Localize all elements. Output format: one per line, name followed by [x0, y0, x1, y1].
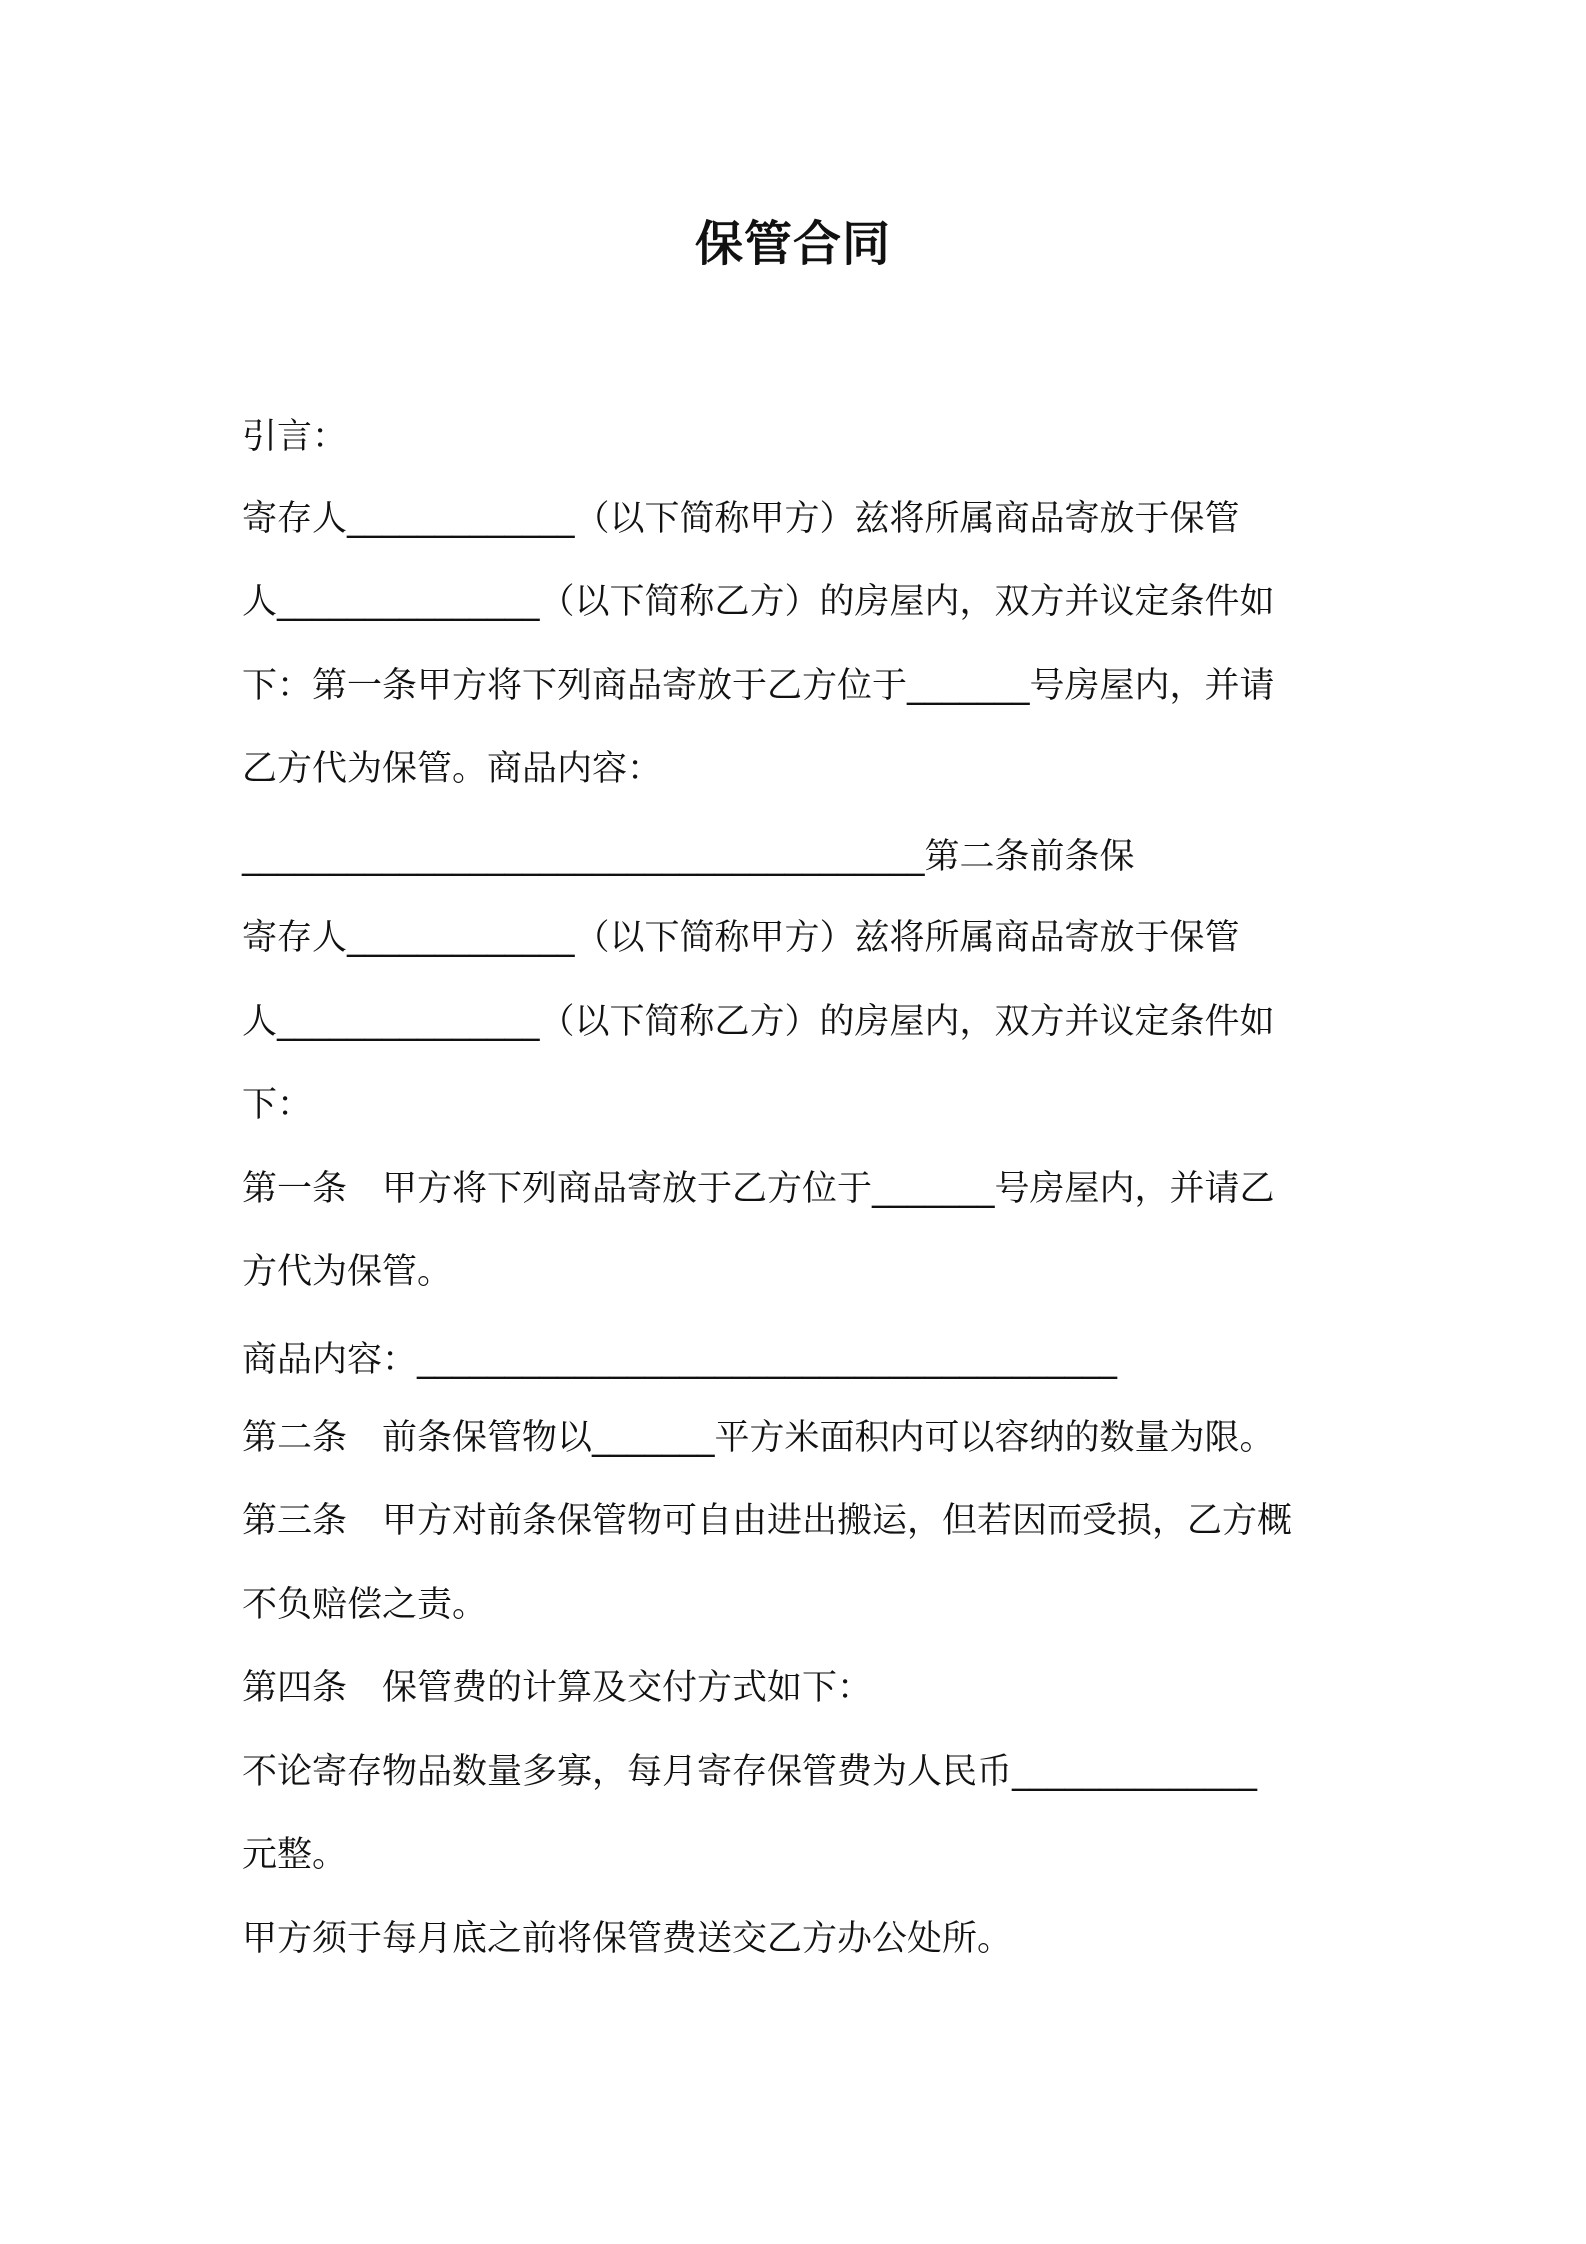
text-line: 不论寄存物品数量多寡，每月寄存保管费为人民币______________	[242, 1752, 1258, 1792]
text-line: 不负赔偿之责。	[242, 1585, 488, 1625]
article-1-line: 第一条 甲方将下列商品寄放于乙方位于_______号房屋内，并请乙	[242, 1169, 1275, 1209]
text-line: 下：	[242, 1085, 313, 1125]
text-line: _______________________________________第二条前条保	[242, 837, 1135, 877]
text-line: 乙方代为保管。商品内容：	[242, 749, 663, 789]
text-line: 下：第一条甲方将下列商品寄放于乙方位于_______号房屋内，并请	[242, 666, 1275, 706]
text-line: 人_______________（以下简称乙方）的房屋内，双方并议定条件如	[242, 582, 1275, 622]
article-3-line: 第三条 甲方对前条保管物可自由进出搬运，但若因而受损，乙方概	[242, 1501, 1293, 1541]
text-line: 元整。	[242, 1835, 348, 1875]
document-title: 保管合同	[694, 216, 891, 272]
text-line: 甲方须于每月底之前将保管费送交乙方办公处所。	[242, 1919, 1013, 1959]
text-line: 寄存人_____________（以下简称甲方）兹将所属商品寄放于保管	[242, 499, 1240, 539]
text-line: 人_______________（以下简称乙方）的房屋内，双方并议定条件如	[242, 1002, 1275, 1042]
goods-content-line: 商品内容：________________________________________	[242, 1340, 1118, 1380]
text-line-intro: 引言：	[242, 417, 348, 457]
article-2-line: 第二条 前条保管物以_______平方米面积内可以容纳的数量为限。	[242, 1418, 1275, 1458]
article-4-line: 第四条 保管费的计算及交付方式如下：	[242, 1668, 873, 1708]
text-line: 寄存人_____________（以下简称甲方）兹将所属商品寄放于保管	[242, 918, 1240, 958]
text-line: 方代为保管。	[242, 1252, 453, 1292]
